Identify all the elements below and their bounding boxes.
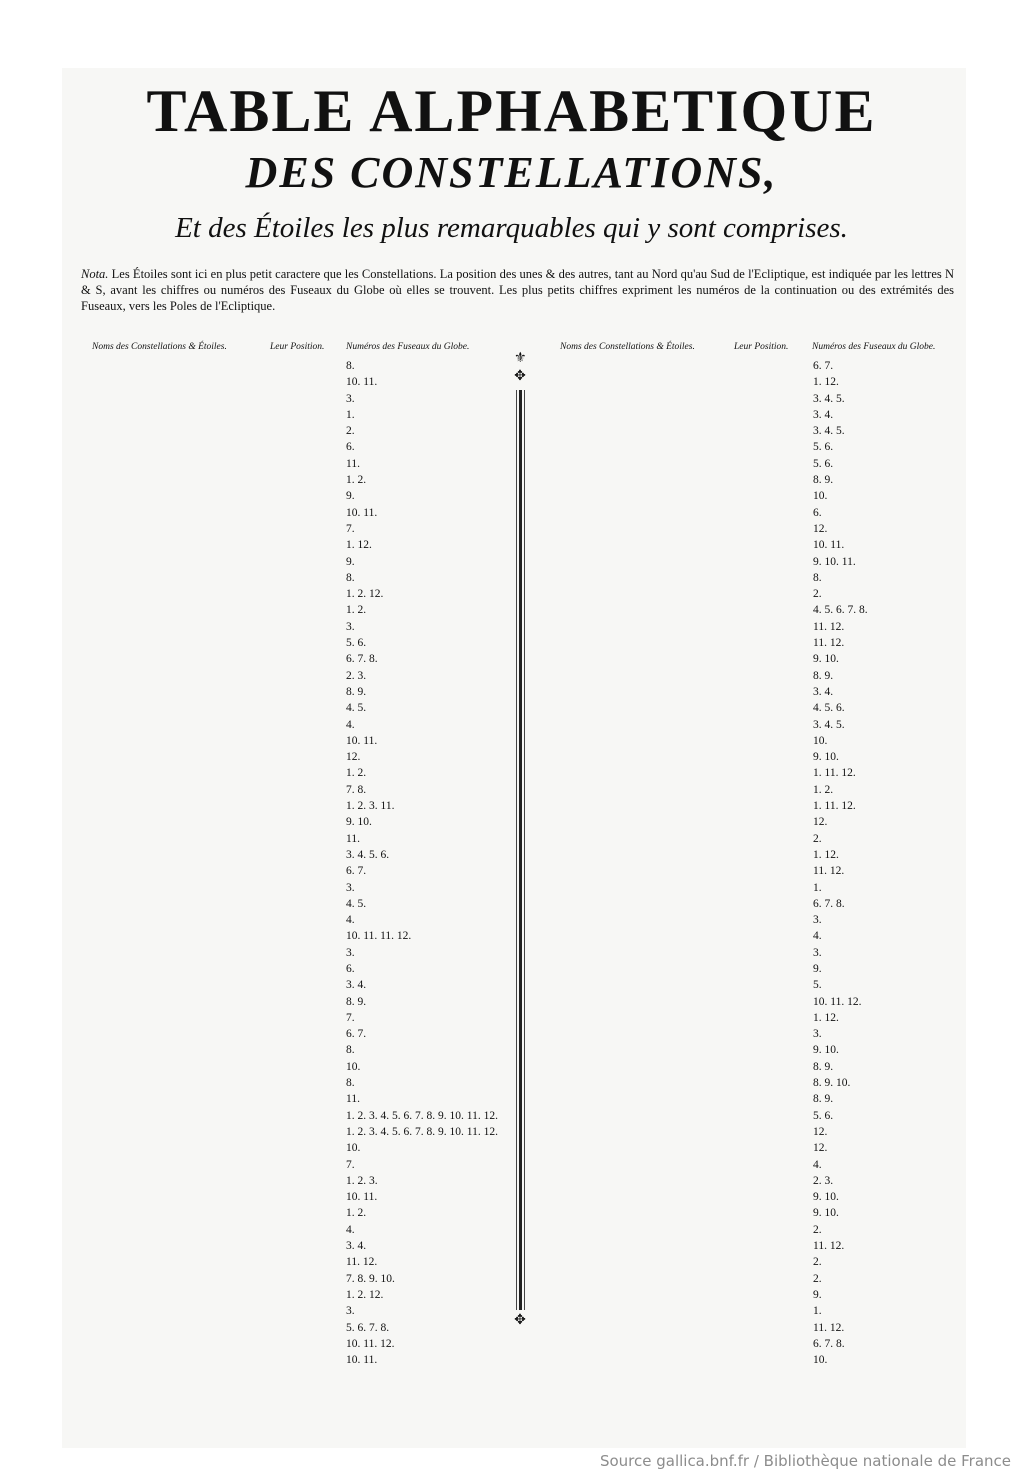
table-row [548, 472, 968, 488]
table-row [80, 717, 500, 733]
header-numbers: Numéros des Fuseaux du Globe. [812, 342, 936, 352]
fuseau-numbers: 2. [813, 1256, 822, 1269]
fuseau-numbers: 9. [346, 490, 355, 503]
table-row [80, 602, 500, 618]
fuseau-numbers: 11. 12. [813, 637, 845, 650]
fuseau-numbers: 7. [346, 522, 355, 535]
fuseau-numbers: 1. [813, 881, 822, 894]
table-row [80, 1157, 500, 1173]
left-column [80, 340, 500, 1368]
fuseau-numbers: 6. [346, 441, 355, 454]
table-row [548, 1108, 968, 1124]
table-row [80, 945, 500, 961]
fuseau-numbers: 1. 2. [346, 604, 367, 617]
fuseau-numbers: 1. 2. 12. [346, 1288, 384, 1301]
table-row [80, 1222, 500, 1238]
fuseau-numbers: 6. [346, 962, 355, 975]
table-row [548, 1238, 968, 1254]
table-row [80, 668, 500, 684]
divider-ornament-top: ⚜ [514, 351, 527, 366]
table-row [548, 863, 968, 879]
table-row [80, 537, 500, 553]
fuseau-numbers: 10. [346, 1060, 361, 1073]
fuseau-numbers: 3. 4. 5. [813, 425, 845, 438]
table-row [548, 994, 968, 1010]
table-row [548, 586, 968, 602]
fuseau-numbers: 8. 9. 10. [813, 1077, 851, 1090]
table-row [80, 814, 500, 830]
fuseau-numbers: 3. [346, 392, 355, 405]
table-row [548, 896, 968, 912]
fuseau-numbers: 3. [813, 946, 822, 959]
table-row [548, 961, 968, 977]
fuseau-numbers: 4. 5. 6. [813, 702, 845, 715]
table-row [548, 1352, 968, 1368]
left-column-header [80, 340, 500, 358]
fuseau-numbers: 9. 10. [813, 751, 839, 764]
table-row [80, 586, 500, 602]
fuseau-numbers: 8. [346, 571, 355, 584]
table-row [548, 733, 968, 749]
fuseau-numbers: 2. [346, 425, 355, 438]
fuseau-numbers: 3. 4. [346, 1240, 367, 1253]
fuseau-numbers: 12. [813, 522, 828, 535]
table-row [80, 896, 500, 912]
fuseau-numbers: 8. [346, 1044, 355, 1057]
fuseau-numbers: 8. 9. [813, 474, 834, 487]
table-row [80, 1238, 500, 1254]
fuseau-numbers: 11. 12. [813, 865, 845, 878]
fuseau-numbers: 7. 8. [346, 783, 367, 796]
fuseau-numbers: 3. [346, 946, 355, 959]
table-row [80, 488, 500, 504]
table-row [80, 505, 500, 521]
header-names: Noms des Constellations & Étoiles. [560, 342, 695, 352]
table-row [548, 684, 968, 700]
fuseau-numbers: 5. 6. [813, 1109, 834, 1122]
fuseau-numbers: 9. [813, 962, 822, 975]
fuseau-numbers: 3. [346, 881, 355, 894]
nota-text: Les Étoiles sont ici en plus petit caractere que les Constellations. La position des unes & des autres, tant au Nord qu'au Sud de l'Ecliptique, est indiquée par les lettres N & S, avant les chiffres ou numéros des Fuseaux du Globe où elles se trouvent. Les plus petits chiffres expriment les numéros de la continuation ou des extrémités des Fuseaux, vers les Poles de l'Ecliptique. [81, 267, 954, 313]
title-main: TABLE ALPHABETIQUE [146, 78, 877, 144]
fuseau-numbers: 10. [813, 1354, 828, 1367]
table-row [80, 1042, 500, 1058]
table-row [80, 358, 500, 374]
fuseau-numbers: 4. [813, 930, 822, 943]
table-row [548, 651, 968, 667]
fuseau-numbers: 6. 7. 8. [346, 653, 378, 666]
table-row [548, 439, 968, 455]
table-row [548, 1287, 968, 1303]
left-rows [80, 358, 500, 1368]
fuseau-numbers: 4. 5. 6. 7. 8. [813, 604, 868, 617]
fuseau-numbers: 8. 9. [346, 685, 367, 698]
fuseau-numbers: 2. [813, 1272, 822, 1285]
table-row [80, 1091, 500, 1107]
fuseau-numbers: 10. 11. [346, 734, 378, 747]
table-row [548, 619, 968, 635]
table-row [548, 407, 968, 423]
fuseau-numbers: 5. 6. 7. 8. [346, 1321, 390, 1334]
right-column-header [548, 340, 968, 358]
fuseau-numbers: 10. 11. [346, 1354, 378, 1367]
table-row [80, 635, 500, 651]
fuseau-numbers: 10. 11. [346, 376, 378, 389]
table-row [80, 439, 500, 455]
table-row [548, 1091, 968, 1107]
fuseau-numbers: 4. [346, 914, 355, 927]
table-row [80, 1075, 500, 1091]
table-row [80, 391, 500, 407]
fuseau-numbers: 4. [346, 1223, 355, 1236]
fuseau-numbers: 3. 4. 5. [813, 392, 845, 405]
fuseau-numbers: 2. [813, 588, 822, 601]
fuseau-numbers: 4. 5. [346, 897, 367, 910]
table-row [80, 733, 500, 749]
fuseau-numbers: 1. 12. [813, 376, 839, 389]
table-row [80, 880, 500, 896]
fuseau-numbers: 9. 10. [346, 816, 372, 829]
table-row [80, 570, 500, 586]
table-row [548, 1320, 968, 1336]
table-row [80, 749, 500, 765]
table-row [80, 977, 500, 993]
table-row [548, 391, 968, 407]
table-row [548, 1303, 968, 1319]
table-row [80, 619, 500, 635]
fuseau-numbers: 5. [813, 979, 822, 992]
fuseau-numbers: 11. [346, 1093, 360, 1106]
divider-ornament-bottom: ✥ [514, 1313, 526, 1328]
table-row [548, 717, 968, 733]
table-row [548, 1205, 968, 1221]
fuseau-numbers: 11. [346, 832, 360, 845]
table-row [548, 749, 968, 765]
fuseau-numbers: 6. 7. 8. [813, 897, 845, 910]
table-row [80, 1254, 500, 1270]
fuseau-numbers: 8. 9. [346, 995, 367, 1008]
table-row [548, 977, 968, 993]
table-row [80, 472, 500, 488]
fuseau-numbers: 9. 10. [813, 1044, 839, 1057]
table-row [548, 798, 968, 814]
fuseau-numbers: 3. 4. [813, 685, 834, 698]
table-row [548, 570, 968, 586]
fuseau-numbers: 1. 11. 12. [813, 800, 856, 813]
table-row [80, 765, 500, 781]
table-row [80, 1336, 500, 1352]
table-row [548, 1222, 968, 1238]
table-row [548, 782, 968, 798]
table-row [80, 1271, 500, 1287]
fuseau-numbers: 6. 7. 8. [813, 1337, 845, 1350]
fuseau-numbers: 12. [813, 1125, 828, 1138]
fuseau-numbers: 1. 2. [346, 474, 367, 487]
table-row [548, 847, 968, 863]
table-row [80, 1173, 500, 1189]
fuseau-numbers: 9. [813, 1288, 822, 1301]
table-row [80, 1140, 500, 1156]
fuseau-numbers: 1. 2. 3. 11. [346, 800, 395, 813]
table-row [80, 798, 500, 814]
fuseau-numbers: 1. 2. [346, 767, 367, 780]
table-row [548, 1124, 968, 1140]
source-attribution: Source gallica.bnf.fr / Bibliothèque nationale de France [599, 1452, 1011, 1470]
table-row [548, 521, 968, 537]
fuseau-numbers: 4. [813, 1158, 822, 1171]
fuseau-numbers: 11. 12. [813, 1321, 845, 1334]
fuseau-numbers: 8. 9. [813, 1060, 834, 1073]
table-row [548, 831, 968, 847]
fuseau-numbers: 12. [813, 1142, 828, 1155]
table-row [80, 994, 500, 1010]
fuseau-numbers: 1. 2. 3. 4. 5. 6. 7. 8. 9. 10. 11. 12. [346, 1109, 498, 1122]
fuseau-numbers: 1. [813, 1305, 822, 1318]
fuseau-numbers: 3. 4. 5. 6. [346, 848, 390, 861]
table-row [80, 831, 500, 847]
fuseau-numbers: 5. 6. [813, 457, 834, 470]
table-row [548, 765, 968, 781]
fuseau-numbers: 8. [346, 360, 355, 372]
fuseau-numbers: 9. 10. [813, 1191, 839, 1204]
table-row [80, 700, 500, 716]
divider-rule [519, 390, 522, 1310]
fuseau-numbers: 10. [813, 734, 828, 747]
fuseau-numbers: 9. 10. [813, 653, 839, 666]
fuseau-numbers: 9. [346, 555, 355, 568]
fuseau-numbers: 1. [346, 408, 355, 421]
title-subtitle: DES CONSTELLATIONS, [245, 148, 778, 197]
fuseau-numbers: 6. [813, 506, 822, 519]
table-row [548, 602, 968, 618]
column-divider [514, 352, 526, 1354]
fuseau-numbers: 4. [346, 718, 355, 731]
table-row [80, 1287, 500, 1303]
fuseau-numbers: 1. 2. 3. 4. 5. 6. 7. 8. 9. 10. 11. 12. [346, 1125, 498, 1138]
table-row [80, 847, 500, 863]
fuseau-numbers: 11. 12. [813, 620, 845, 633]
table-row [548, 814, 968, 830]
table-row [80, 1010, 500, 1026]
table-row [80, 554, 500, 570]
table-row [80, 961, 500, 977]
fuseau-numbers: 3. [346, 620, 355, 633]
table-row [548, 1140, 968, 1156]
fuseau-numbers: 8. [813, 571, 822, 584]
table-row [548, 1026, 968, 1042]
fuseau-numbers: 1. 2. 3. [346, 1174, 378, 1187]
fuseau-numbers: 3. 4. [346, 979, 367, 992]
nota-paragraph [81, 266, 954, 314]
table-row [548, 374, 968, 390]
fuseau-numbers: 6. 7. [813, 360, 834, 372]
fuseau-numbers: 1. 12. [813, 848, 839, 861]
table-row [548, 1189, 968, 1205]
table-row [80, 423, 500, 439]
fuseau-numbers: 11. 12. [813, 1240, 845, 1253]
fuseau-numbers: 2. [813, 832, 822, 845]
fuseau-numbers: 10. [346, 1142, 361, 1155]
table-row [80, 684, 500, 700]
table-row [548, 668, 968, 684]
fuseau-numbers: 3. [813, 914, 822, 927]
table-row [548, 700, 968, 716]
table-row [80, 407, 500, 423]
fuseau-numbers: 7. [346, 1158, 355, 1171]
table-row [80, 782, 500, 798]
header-position: Leur Position. [270, 342, 325, 352]
table-row [548, 928, 968, 944]
right-column [548, 340, 968, 1368]
fuseau-numbers: 11. 12. [346, 1256, 378, 1269]
table-row [548, 1042, 968, 1058]
table-row [80, 374, 500, 390]
fuseau-numbers: 2. 3. [813, 1174, 834, 1187]
table-row [80, 863, 500, 879]
fuseau-numbers: 3. [346, 1305, 355, 1318]
fuseau-numbers: 9. 10. [813, 1207, 839, 1220]
fuseau-numbers: 7. [346, 1011, 355, 1024]
header-numbers: Numéros des Fuseaux du Globe. [346, 342, 470, 352]
fuseau-numbers: 10. 11. 12. [346, 1337, 395, 1350]
table-row [80, 1205, 500, 1221]
header-names: Noms des Constellations & Étoiles. [92, 342, 227, 352]
table-row [548, 1336, 968, 1352]
fuseau-numbers: 5. 6. [346, 637, 367, 650]
fuseau-numbers: 5. 6. [813, 441, 834, 454]
table-row [548, 1271, 968, 1287]
fuseau-numbers: 6. 7. [346, 1028, 367, 1041]
header-position: Leur Position. [734, 342, 789, 352]
fuseau-numbers: 3. 4. [813, 408, 834, 421]
table-row [80, 1059, 500, 1075]
fuseau-numbers: 12. [813, 816, 828, 829]
table-row [548, 635, 968, 651]
fuseau-numbers: 2. 3. [346, 669, 367, 682]
fuseau-numbers: 1. 2. 12. [346, 588, 384, 601]
title-description: Et des Étoiles les plus remarquables qui y sont comprises. [175, 212, 848, 244]
table-row [80, 1320, 500, 1336]
table-row [548, 1254, 968, 1270]
fuseau-numbers: 3. [813, 1028, 822, 1041]
fuseau-numbers: 10. 11. 11. 12. [346, 930, 412, 943]
table-row [548, 488, 968, 504]
table-row [548, 1010, 968, 1026]
fuseau-numbers: 10. [813, 490, 828, 503]
table-row [548, 358, 968, 374]
table-row [548, 537, 968, 553]
table-row [80, 1352, 500, 1368]
nota-lead: Nota. [81, 267, 109, 281]
fuseau-numbers: 8. [346, 1077, 355, 1090]
fuseau-numbers: 8. 9. [813, 669, 834, 682]
fuseau-numbers: 11. [346, 457, 360, 470]
fuseau-numbers: 1. 12. [813, 1011, 839, 1024]
table-row [80, 912, 500, 928]
right-rows [548, 358, 968, 1368]
fuseau-numbers: 6. 7. [346, 865, 367, 878]
fuseau-numbers: 1. 11. 12. [813, 767, 856, 780]
table-row [80, 1303, 500, 1319]
fuseau-numbers: 7. 8. 9. 10. [346, 1272, 395, 1285]
fuseau-numbers: 4. 5. [346, 702, 367, 715]
table-row [80, 1026, 500, 1042]
table-row [80, 1108, 500, 1124]
fuseau-numbers: 10. 11. [813, 539, 845, 552]
fuseau-numbers: 1. 2. [813, 783, 834, 796]
table-row [548, 1059, 968, 1075]
fuseau-numbers: 2. [813, 1223, 822, 1236]
table-row [548, 505, 968, 521]
divider-ornament-top-2: ✥ [514, 369, 526, 384]
fuseau-numbers: 9. 10. 11. [813, 555, 856, 568]
table-row [80, 1124, 500, 1140]
table-row [548, 554, 968, 570]
table-row [80, 456, 500, 472]
table-row [80, 1189, 500, 1205]
table-row [548, 945, 968, 961]
table-row [548, 1157, 968, 1173]
fuseau-numbers: 10. 11. [346, 506, 378, 519]
table-row [548, 912, 968, 928]
table-row [548, 1075, 968, 1091]
table-row [548, 880, 968, 896]
table-row [548, 1173, 968, 1189]
fuseau-numbers: 12. [346, 751, 361, 764]
table-row [80, 651, 500, 667]
table-row [80, 928, 500, 944]
fuseau-numbers: 1. 12. [346, 539, 372, 552]
fuseau-numbers: 1. 2. [346, 1207, 367, 1220]
table-row [548, 456, 968, 472]
fuseau-numbers: 3. 4. 5. [813, 718, 845, 731]
table-row [80, 521, 500, 537]
fuseau-numbers: 10. 11. 12. [813, 995, 862, 1008]
table-row [548, 423, 968, 439]
fuseau-numbers: 8. 9. [813, 1093, 834, 1106]
fuseau-numbers: 10. 11. [346, 1191, 378, 1204]
